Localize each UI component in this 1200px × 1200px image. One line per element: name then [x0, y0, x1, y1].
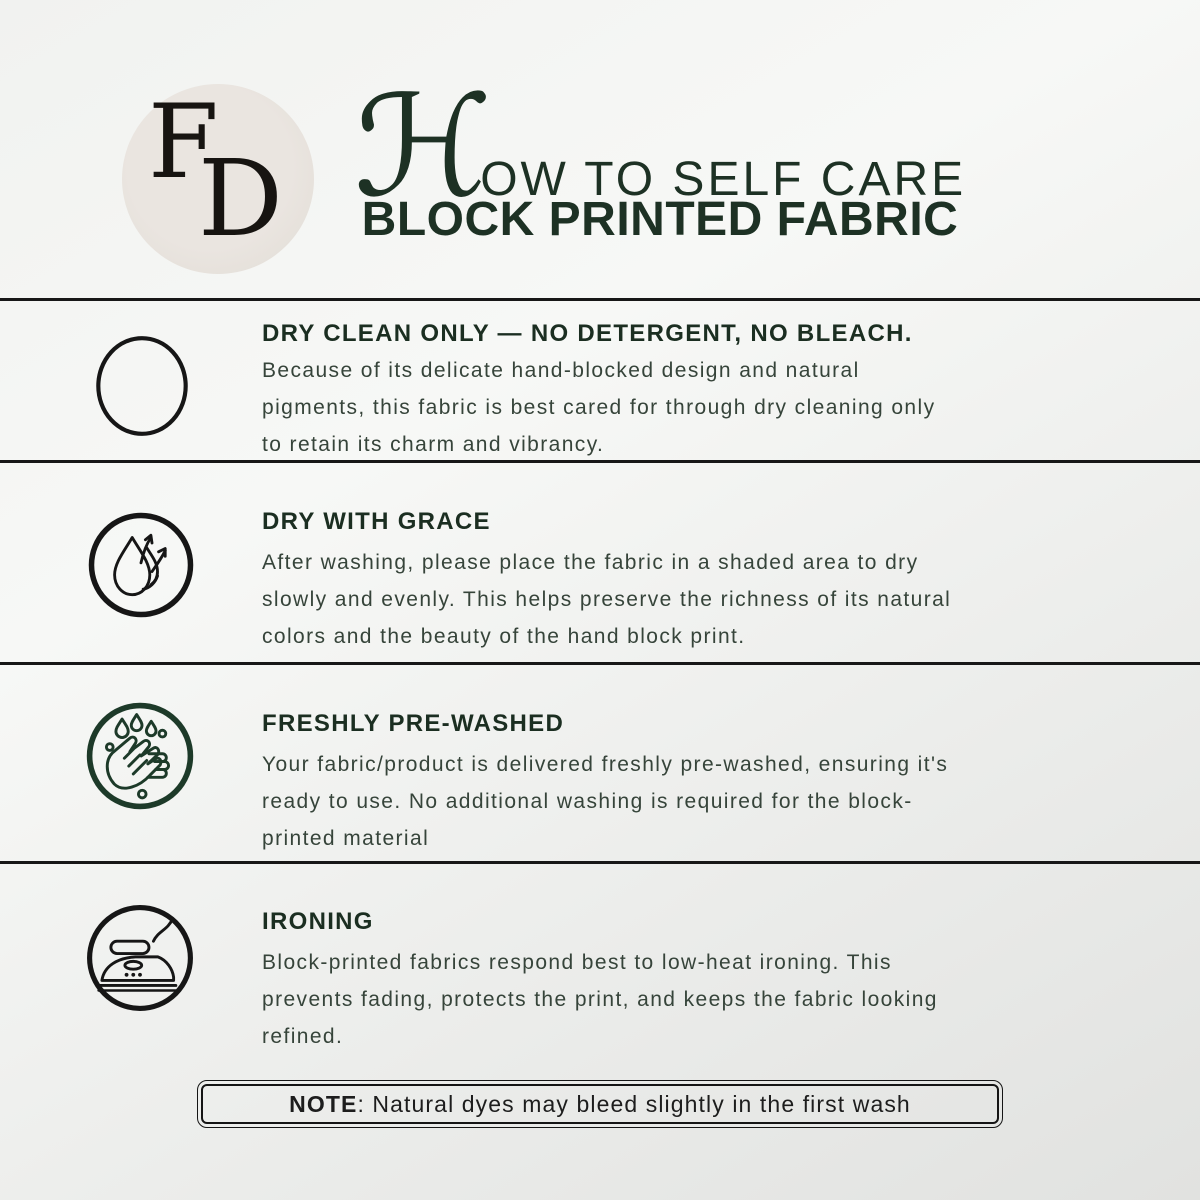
section-heading-dry-clean: DRY CLEAN ONLY — NO DETERGENT, NO BLEACH.: [262, 320, 913, 347]
body-line: ready to use. No additional washing is required for the block-: [262, 790, 913, 813]
section-body-prewashed: [262, 746, 1102, 857]
logo-letter-f: F: [148, 83, 219, 202]
body-line: After washing, please place the fabric in a shaded area to dry: [262, 551, 919, 574]
logo-letter-d: D: [198, 137, 283, 260]
page-title: [310, 66, 1010, 247]
body-line: slowly and evenly. This helps preserve the richness of its natural: [262, 588, 952, 611]
body-line: pigments, this fabric is best cared for through dry cleaning only: [262, 396, 936, 419]
body-line: refined.: [262, 1025, 344, 1048]
body-line: Block-printed fabrics respond best to low-heat ironing. This: [262, 951, 892, 974]
water-drop-evaporation-icon: [86, 510, 196, 620]
note-text: : Natural dyes may bleed slightly in the first wash: [357, 1090, 911, 1117]
body-line: Because of its delicate hand-blocked design and natural: [262, 359, 860, 382]
note-content: [201, 1084, 999, 1124]
title-line-1-text: OW TO SELF CARE: [480, 153, 967, 206]
iron-icon: [84, 902, 196, 1014]
dry-clean-circle-icon: [90, 331, 194, 441]
brand-logo: [122, 84, 314, 274]
note-box: [197, 1080, 1003, 1128]
section-heading-ironing: IRONING: [262, 908, 374, 935]
section-heading-prewashed: FRESHLY PRE-WASHED: [262, 710, 565, 737]
section-body-dry-clean: [262, 352, 1102, 463]
hand-wash-icon: [84, 700, 196, 812]
body-line: to retain its charm and vibrancy.: [262, 433, 605, 456]
section-divider: [0, 662, 1200, 665]
body-line: prevents fading, protects the print, and keeps the fabric looking: [262, 988, 938, 1011]
body-line: printed material: [262, 827, 430, 850]
section-heading-dry: DRY WITH GRACE: [262, 508, 491, 535]
section-body-dry: [262, 544, 1102, 655]
section-divider: [0, 298, 1200, 301]
script-initial-h: ℋ: [353, 66, 493, 229]
body-line: Your fabric/product is delivered freshly pre-washed, ensuring it's: [262, 753, 949, 776]
section-divider: [0, 861, 1200, 864]
section-body-ironing: [262, 944, 1102, 1055]
body-line: colors and the beauty of the hand block print.: [262, 625, 746, 648]
title-line-2: BLOCK PRINTED FABRIC: [361, 193, 959, 246]
note-label: NOTE: [289, 1090, 358, 1117]
